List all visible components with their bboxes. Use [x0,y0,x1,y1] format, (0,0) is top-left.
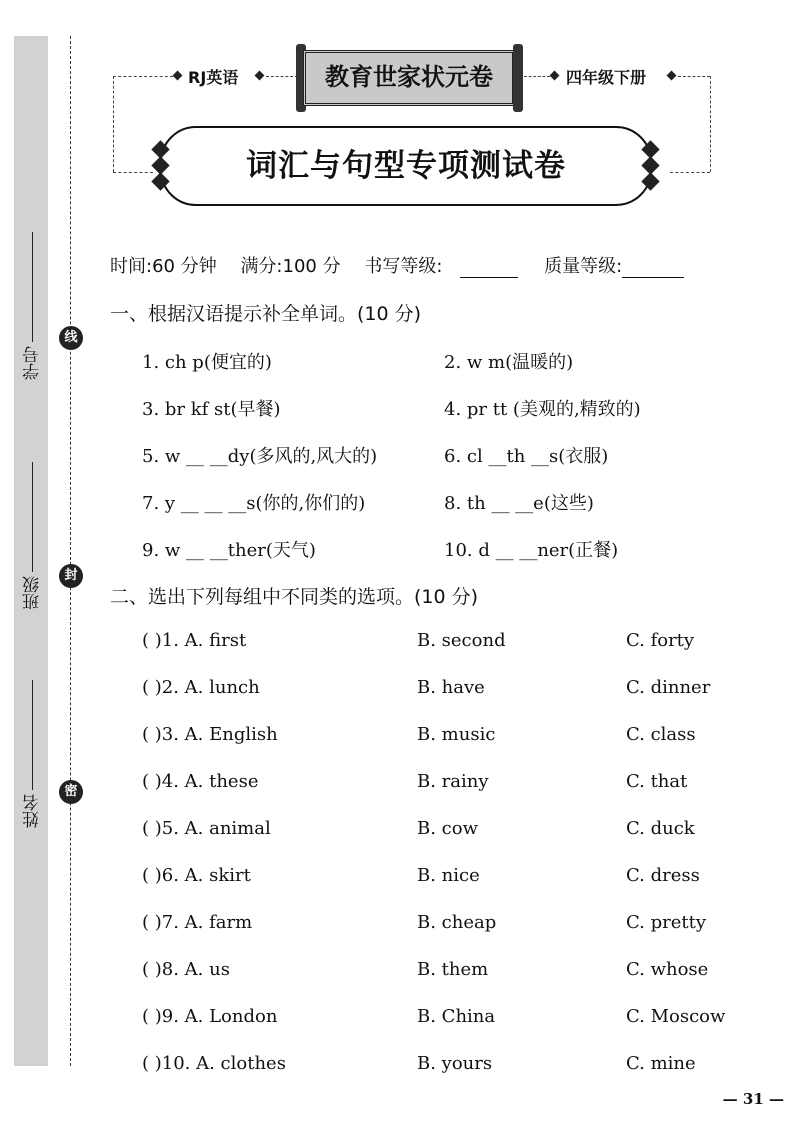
header-left-bottom-line [113,172,153,173]
header-left-line [113,76,173,77]
vocab-item[interactable]: 6. cl __th __s(衣服) [444,446,609,467]
series-title: 教育世家状元卷 [303,50,515,106]
time-info: 时间:60 分钟 [110,256,217,277]
choice-b[interactable]: B. them [417,959,489,980]
section1-title: 一、根据汉语提示补全单词。(10 分) [110,303,422,325]
vocab-item[interactable]: 2. w m(温暖的) [444,352,574,373]
header-right-line [678,76,710,77]
binding-mark-mi: 密 [59,780,83,804]
choice-a[interactable]: ( )3. A. English [142,724,278,745]
choice-c[interactable]: C. duck [626,818,695,839]
quality-grade-label: 质量等级: [544,256,623,277]
choice-a[interactable]: ( )5. A. animal [142,818,271,839]
choice-a[interactable]: ( )4. A. these [142,771,259,792]
choice-b[interactable]: B. music [417,724,496,745]
choice-b[interactable]: B. yours [417,1053,493,1074]
class-field[interactable] [18,462,46,610]
test-title: 词汇与句型专项测试卷 [246,148,566,184]
binding-mark-xian: 线 [59,326,83,350]
choice-b[interactable]: B. have [417,677,485,698]
choice-a[interactable]: ( )10. A. clothes [142,1053,286,1074]
cut-line [70,36,71,1066]
diamond-icon [173,71,183,81]
student-id-field[interactable] [18,232,46,380]
name-label: 姓名 [22,794,43,828]
vocab-item[interactable]: 10. d __ __ner(正餐) [444,540,619,561]
vocab-item[interactable]: 8. th __ __e(这些) [444,493,594,514]
header-right-bottom-line [670,172,710,173]
choice-b[interactable]: B. rainy [417,771,489,792]
choice-b[interactable]: B. cow [417,818,478,839]
choice-c[interactable]: C. that [626,771,688,792]
header-line [266,76,298,77]
vocab-item[interactable]: 1. ch p(便宜的) [142,352,272,373]
choice-b[interactable]: B. nice [417,865,480,886]
choice-c[interactable]: C. dress [626,865,700,886]
vocab-item[interactable]: 7. y __ __ __s(你的,你们的) [142,493,366,514]
name-field[interactable] [18,680,46,828]
exam-info [110,252,702,278]
binding-mark-feng: 封 [59,564,83,588]
choice-c[interactable]: C. class [626,724,696,745]
score-info: 满分:100 分 [240,256,341,277]
writing-grade-blank[interactable] [460,259,518,278]
diamond-icon [550,71,560,81]
header-left-frame [113,76,114,172]
header-line [524,76,550,77]
section2-title: 二、选出下列每组中不同类的选项。(10 分) [110,586,479,608]
scroll-end-right [513,44,523,112]
header-right-frame [710,76,711,172]
choice-c[interactable]: C. pretty [626,912,706,933]
writing-grade-label: 书写等级: [364,256,443,277]
diamond-icon [667,71,677,81]
choice-c[interactable]: C. forty [626,630,695,651]
student-id-label: 学号 [22,346,43,380]
vocab-item[interactable]: 4. pr tt (美观的,精致的) [444,399,641,420]
choice-a[interactable]: ( )9. A. London [142,1006,278,1027]
page-number: — 31 — [722,1090,784,1108]
choice-c[interactable]: C. Moscow [626,1006,726,1027]
choice-a[interactable]: ( )6. A. skirt [142,865,251,886]
choice-a[interactable]: ( )1. A. first [142,630,247,651]
choice-c[interactable]: C. mine [626,1053,696,1074]
vocab-item[interactable]: 5. w __ __dy(多风的,风大的) [142,446,378,467]
choice-c[interactable]: C. whose [626,959,709,980]
choice-c[interactable]: C. dinner [626,677,711,698]
vocab-item[interactable]: 3. br kf st(早餐) [142,399,281,420]
vocab-item[interactable]: 9. w __ __ther(天气) [142,540,316,561]
choice-a[interactable]: ( )7. A. farm [142,912,253,933]
quality-grade-blank[interactable] [622,259,684,278]
grade-label: 四年级下册 [566,68,647,87]
choice-b[interactable]: B. cheap [417,912,497,933]
choice-b[interactable]: B. second [417,630,506,651]
choice-a[interactable]: ( )8. A. us [142,959,230,980]
diamond-icon [255,71,265,81]
subject-label: RJ英语 [188,68,239,87]
class-label: 班级 [22,576,43,610]
choice-b[interactable]: B. China [417,1006,496,1027]
choice-a[interactable]: ( )2. A. lunch [142,677,260,698]
